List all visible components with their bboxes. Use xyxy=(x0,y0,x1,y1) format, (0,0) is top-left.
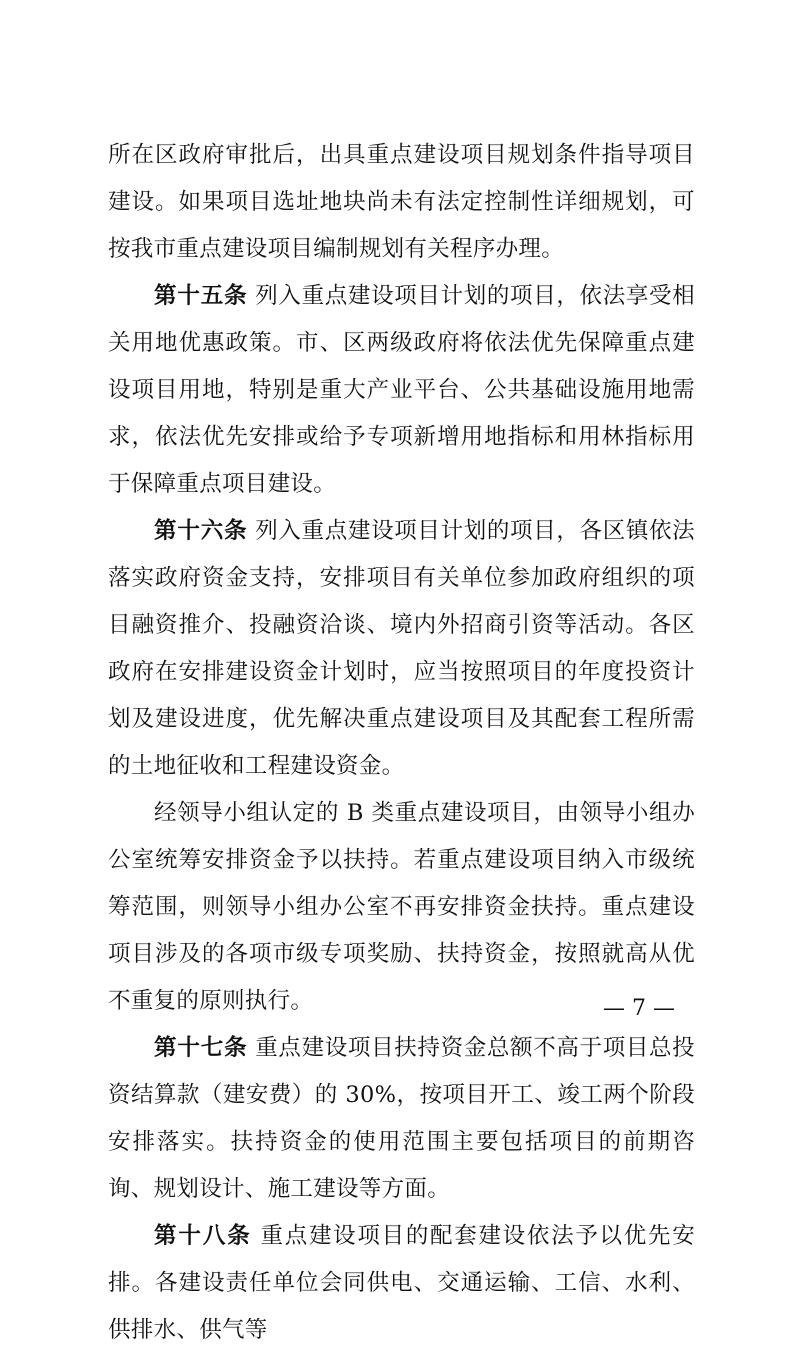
article-number: 第十六条 xyxy=(154,518,248,544)
paragraph-continuation xyxy=(108,132,695,273)
paragraph-text: 所在区政府审批后，出具重点建设项目规划条件指导项目建设。如果项目选址地块尚未有法定控制性详细规划，可按我市重点建设项目编制规划有关程序办理。 xyxy=(108,142,695,262)
article-number: 第十八条 xyxy=(154,1223,252,1249)
article-17 xyxy=(108,1025,695,1213)
article-15 xyxy=(108,273,695,508)
document-body xyxy=(108,132,695,1354)
paragraph-b-class-support xyxy=(108,790,695,1025)
page-number: — 7 — xyxy=(603,996,675,1021)
paragraph-text: 经领导小组认定的 B 类重点建设项目，由领导小组办公室统筹安排资金予以扶持。若重点建设项目纳入市级统筹范围，则领导小组办公室不再安排资金扶持。重点建设项目涉及的各项市级专项奖励、扶持资金，按照就高从优不重复的原则执行。 xyxy=(108,800,695,1014)
article-text: 重点建设项目的配套建设依法予以优先安排。各建设责任单位会同供电、交通运输、工信、水利、供排水、供气等 xyxy=(108,1223,695,1343)
article-16 xyxy=(108,508,695,790)
article-text: 重点建设项目扶持资金总额不高于项目总投资结算款（建安费）的 30%，按项目开工、竣工两个阶段安排落实。扶持资金的使用范围主要包括项目的前期咨询、规划设计、施工建设等方面。 xyxy=(108,1035,695,1202)
article-number: 第十七条 xyxy=(154,1035,248,1061)
article-text: 列入重点建设项目计划的项目，各区镇依法落实政府资金支持，安排项目有关单位参加政府组织的项目融资推介、投融资洽谈、境内外招商引资等活动。各区政府在安排建设资金计划时，应当按照项目的年度投资计划及建设进度，优先解决重点建设项目及其配套工程所需的土地征收和工程建设资金。 xyxy=(108,518,695,779)
article-text: 列入重点建设项目计划的项目，依法享受相关用地优惠政策。市、区两级政府将依法优先保障重点建设项目用地，特别是重大产业平台、公共基础设施用地需求，依法优先安排或给予专项新增用地指标和用林指标用于保障重点项目建设。 xyxy=(108,283,695,497)
article-18 xyxy=(108,1213,695,1354)
article-number: 第十五条 xyxy=(154,283,248,309)
